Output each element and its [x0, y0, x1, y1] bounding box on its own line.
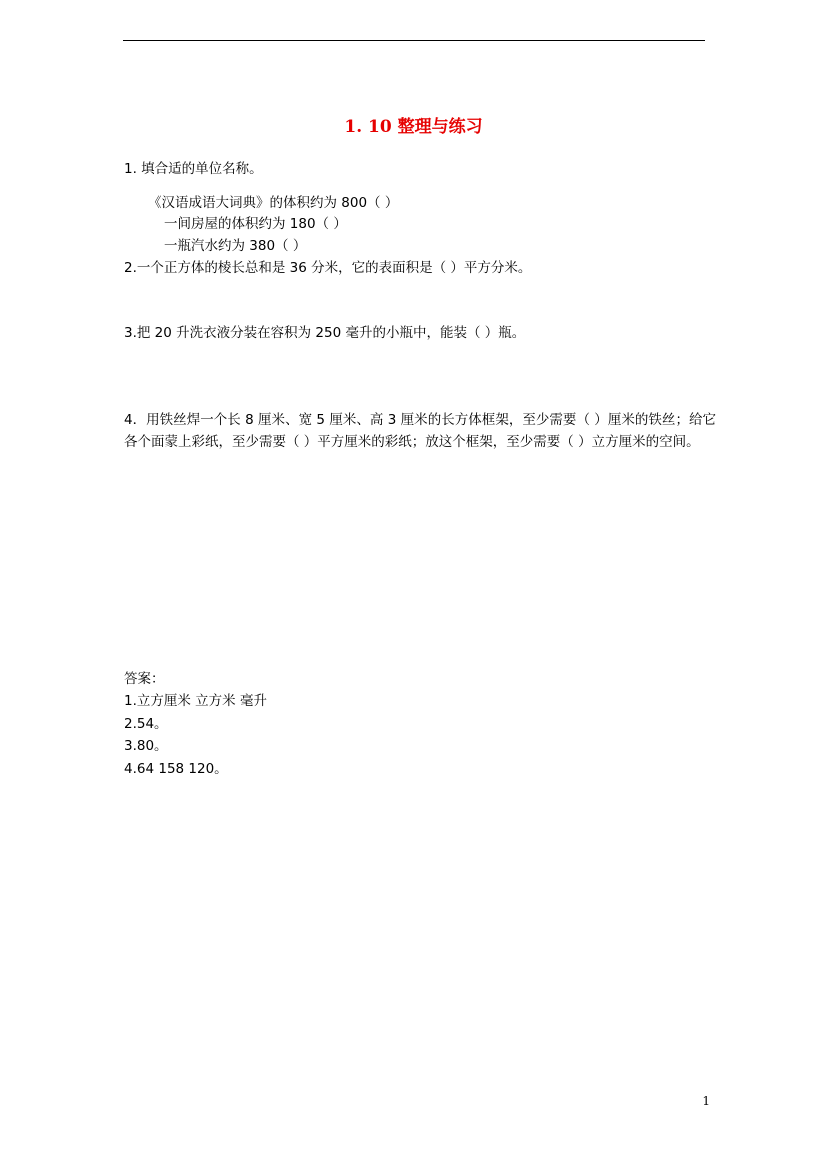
- question-1-item-2: 一间房屋的体积约为 180（ ）: [164, 216, 347, 232]
- question-3: 3.把 20 升洗衣液分装在容积为 250 毫升的小瓶中，能装（ ）瓶。: [124, 325, 526, 341]
- answer-line-4: 4.64 158 120。: [124, 761, 228, 777]
- page-number: 1: [702, 1094, 710, 1108]
- question-1-heading: 1. 填合适的单位名称。: [124, 161, 263, 177]
- question-1-item-3: 一瓶汽水约为 380（ ）: [164, 238, 307, 254]
- answer-line-1: 1.立方厘米 立方米 毫升: [124, 693, 267, 709]
- question-2: 2.一个正方体的棱长总和是 36 分米，它的表面积是（ ）平方分米。: [124, 260, 532, 276]
- question-1-item-1: 《汉语成语大词典》的体积约为 800（ ）: [148, 195, 399, 211]
- answer-line-3: 3.80。: [124, 738, 168, 754]
- answers-heading: 答案：: [124, 671, 165, 687]
- question-4: 4．用铁丝焊一个长 8 厘米、宽 5 厘米、高 3 厘米的长方体框架，至少需要（ ）厘米的铁丝；给它各个面蒙上彩纸，至少需要（ ）平方厘米的彩纸；放这个框架，至少需要（ ）立方厘米的空间。: [124, 412, 716, 450]
- answer-line-2: 2.54。: [124, 716, 168, 732]
- document-title: 1. 10 整理与练习: [344, 117, 483, 137]
- header-rule: [123, 40, 705, 41]
